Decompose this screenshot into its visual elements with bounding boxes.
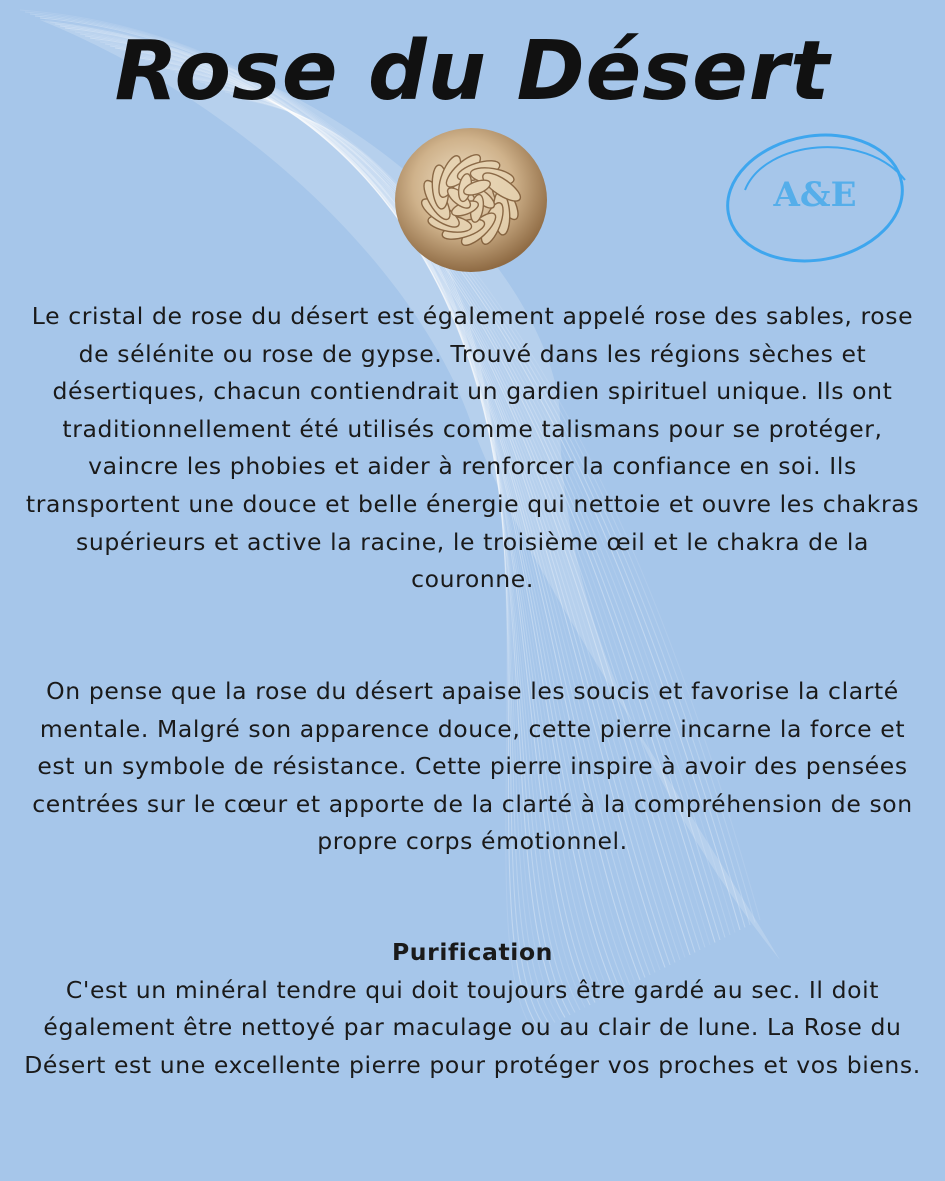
purification-section [18,934,927,1084]
page-title: Rose du Désert [114,24,831,119]
description-paragraph-2: On pense que la rose du désert apaise les soucis et favorise la clarté mentale. Malgré son apparence douce, cette pierre incarne la force et est un symbole de résistance. Cette pierre inspire à avoir des pensées centrées sur le cœur et apporte de la clarté à la compréhension de son propre corps émotionnel. [32,677,913,856]
description-paragraph-1: Le cristal de rose du désert est également appelé rose des sables, rose de sélénite ou rose de gypse. Trouvé dans les régions sèches et désertiques, chacun contiendrait un gardien spirituel unique. Ils ont traditionnellement été utilisés comme talismans pour se protéger, vaincre les phobies et aider à renforcer la confiance en soi. Ils transportent une douce et belle énergie qui nettoie et ouvre les chakras supérieurs et active la racine, le troisième œil et le chakra de la couronne. [25,302,920,594]
purification-text: C'est un minéral tendre qui doit toujours être gardé au sec. Il doit également être nettoyé par maculage ou au clair de lune. La Rose du Désert est une excellente pierre pour protéger vos proches et vos biens. [24,975,921,1079]
desert-rose-stone-image [386,118,556,278]
logo-text: A&E [773,175,857,215]
purification-heading: Purification [391,938,554,966]
